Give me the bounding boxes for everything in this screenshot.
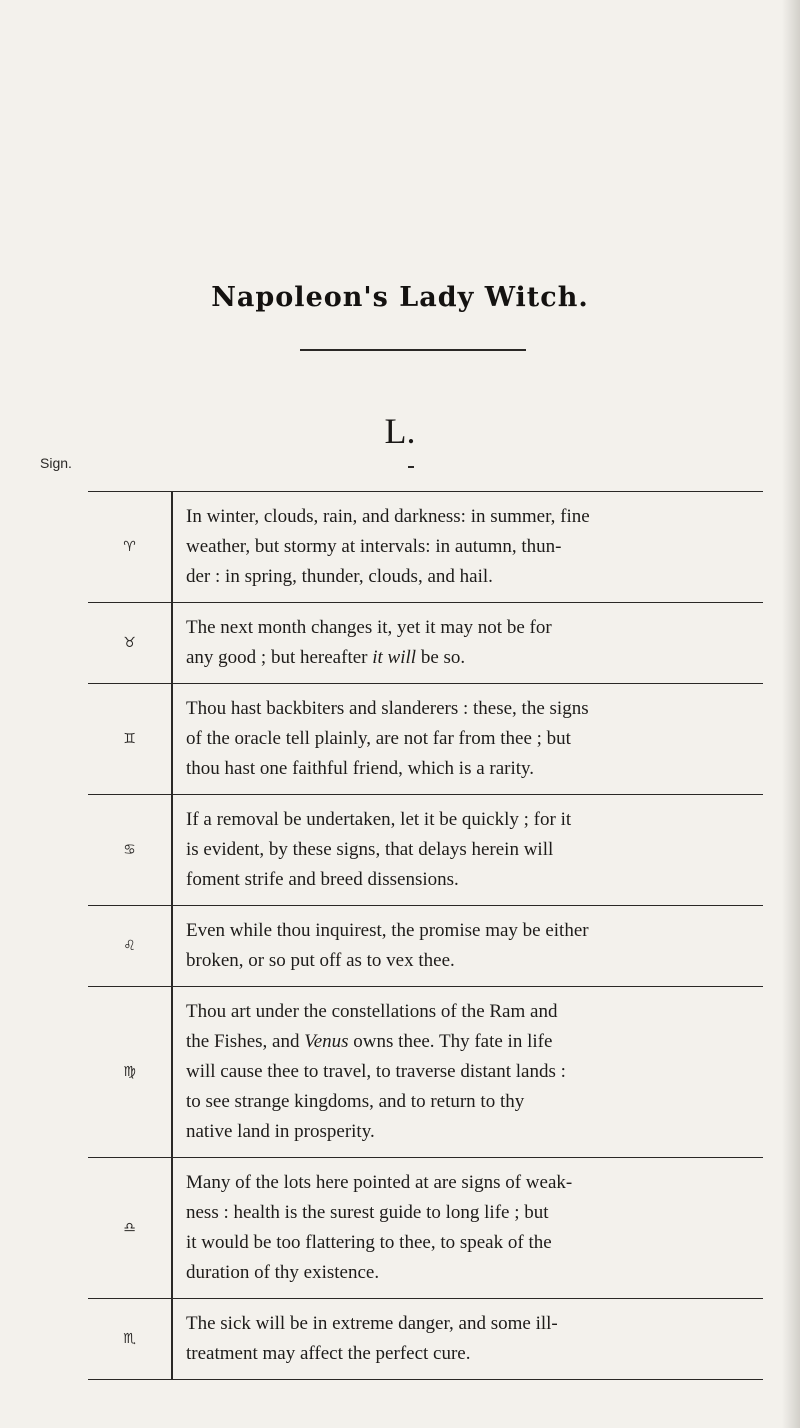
text-fragment: any good ; but hereafter	[186, 647, 368, 668]
oracle-row-gemini	[88, 684, 763, 795]
oracle-text	[186, 1158, 749, 1298]
text-line: it would be too flattering to thee, to speak of the	[186, 1232, 552, 1253]
column-divider	[171, 906, 173, 986]
text-line: der : in spring, thunder, clouds, and hail.	[186, 566, 493, 587]
oracle-row-aries	[88, 492, 763, 603]
text-line: foment strife and breed dissensions.	[186, 869, 459, 890]
leo-sign-icon: ♌	[123, 938, 136, 954]
oracle-text	[186, 906, 749, 986]
oracle-text	[186, 795, 749, 905]
oracle-text	[186, 1299, 749, 1379]
oracle-table	[88, 491, 763, 1380]
column-divider	[171, 684, 173, 794]
text-line: broken, or so put off as to vex thee.	[186, 950, 455, 971]
sign-column-heading: Sign.	[40, 455, 72, 471]
text-line: If a removal be undertaken, let it be quickly ; for it	[186, 809, 572, 830]
column-divider	[171, 492, 173, 602]
cancer-sign-icon: ♋	[123, 842, 136, 858]
italic-text: it will	[372, 647, 417, 668]
italic-text: Venus	[304, 1031, 349, 1052]
oracle-row-cancer	[88, 795, 763, 906]
oracle-row-leo	[88, 906, 763, 987]
text-line: is evident, by these signs, that delays herein will	[186, 839, 554, 860]
text-fragment: owns thee. Thy fate in life	[353, 1031, 553, 1052]
text-line: of the oracle tell plainly, are not far from thee ; but	[186, 728, 571, 749]
aries-sign-icon: ♈	[123, 539, 136, 555]
text-line	[186, 1027, 749, 1057]
section-letter: L.	[384, 411, 416, 451]
text-line: ness : health is the surest guide to long life ; but	[186, 1202, 549, 1223]
text-line	[186, 643, 749, 673]
oracle-row-virgo	[88, 987, 763, 1158]
libra-sign-icon: ♎	[123, 1220, 136, 1236]
text-line: native land in prosperity.	[186, 1121, 375, 1142]
oracle-row-scorpio	[88, 1299, 763, 1380]
text-line: Thou hast backbiters and slanderers : these, the signs	[186, 698, 589, 719]
column-divider	[171, 1299, 173, 1379]
heading-dash	[408, 466, 414, 468]
taurus-sign-icon: ♉	[123, 635, 136, 651]
page-title: Napoleon's Lady Witch.	[211, 282, 589, 313]
text-line: thou hast one faithful friend, which is a rarity.	[186, 758, 535, 779]
column-divider	[171, 795, 173, 905]
scorpio-sign-icon: ♏	[123, 1331, 136, 1347]
oracle-text	[186, 492, 749, 602]
title-rule	[300, 349, 526, 351]
text-fragment: the Fishes, and	[186, 1031, 300, 1052]
oracle-text	[186, 684, 749, 794]
gemini-sign-icon: ♊	[123, 731, 136, 747]
oracle-row-libra	[88, 1158, 763, 1299]
text-line: treatment may affect the perfect cure.	[186, 1343, 471, 1364]
text-line: The sick will be in extreme danger, and some ill-	[186, 1313, 558, 1334]
text-line: duration of thy existence.	[186, 1262, 380, 1283]
page-edge-shadow	[782, 0, 800, 1428]
text-line: Many of the lots here pointed at are signs of weak-	[186, 1172, 573, 1193]
oracle-text	[186, 987, 749, 1157]
column-divider	[171, 987, 173, 1157]
text-line: Even while thou inquirest, the promise may be either	[186, 920, 589, 941]
text-line: weather, but stormy at intervals: in autumn, thun-	[186, 536, 562, 557]
text-line: Thou art under the constellations of the Ram and	[186, 1001, 558, 1022]
column-divider	[171, 603, 173, 683]
text-line: The next month changes it, yet it may not be for	[186, 617, 552, 638]
text-line: In winter, clouds, rain, and darkness: in summer, fine	[186, 506, 590, 527]
virgo-sign-icon: ♍	[123, 1064, 136, 1080]
oracle-text	[186, 603, 749, 683]
text-fragment: be so.	[420, 647, 466, 668]
column-divider	[171, 1158, 173, 1298]
text-line: will cause thee to travel, to traverse distant lands :	[186, 1061, 566, 1082]
oracle-row-taurus	[88, 603, 763, 684]
text-line: to see strange kingdoms, and to return to thy	[186, 1091, 525, 1112]
